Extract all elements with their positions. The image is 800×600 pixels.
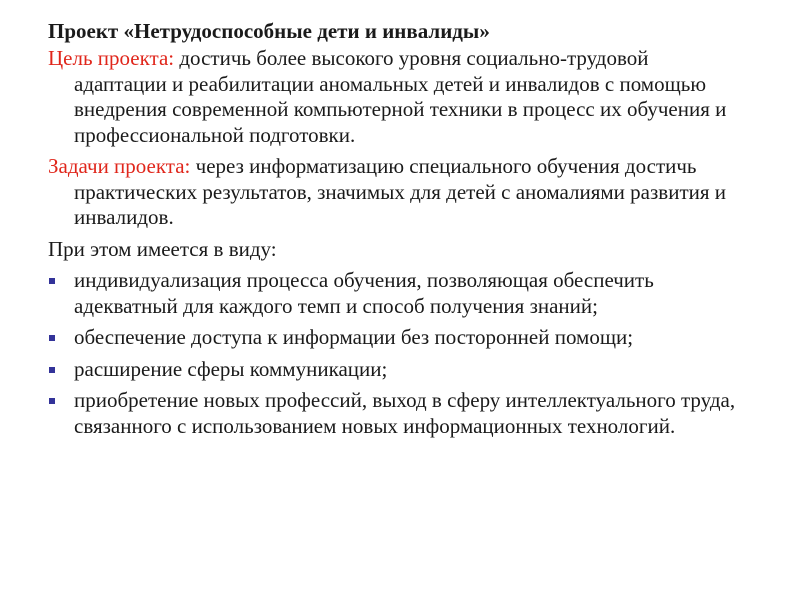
bullet-text: расширение сферы коммуникации; [74,356,388,381]
list-item [48,388,740,439]
intro-text: При этом имеется в виду: [48,236,277,261]
bullet-text: обеспечение доступа к информации без посторонней помощи; [74,325,634,349]
list-item [48,357,740,383]
tasks-label: Задачи проекта: [48,154,191,178]
list-item [48,268,740,319]
tasks-paragraph [48,154,740,231]
tasks-text: через информатизацию специального обучения достичь практических результатов, значимых для детей с аномалиями развития и инвалидов. [74,154,727,229]
square-bullet-icon [49,367,55,373]
bullet-text: приобретение новых профессий, выход в сферу интеллектуального труда, связанного с использованием новых информационных технологий. [74,388,736,438]
slide-title: Проект «Нетрудоспособные дети и инвалиды» [48,19,490,43]
list-item [48,325,740,351]
square-bullet-icon [49,278,55,284]
square-bullet-icon [49,398,55,404]
square-bullet-icon [49,335,55,341]
bullet-list [48,268,740,439]
bullet-text: индивидуализация процесса обучения, позволяющая обеспечить адекватный для каждого темп и способ получения знаний; [74,268,654,318]
goal-label: Цель проекта: [48,46,175,70]
goal-paragraph [48,46,740,148]
goal-text: достичь более высокого уровня социально-трудовой адаптации и реабилитации аномальных детей и инвалидов с помощью внедрения современной компьютерной техники в процесс их обучения и профессиональной подготовки. [74,46,727,147]
